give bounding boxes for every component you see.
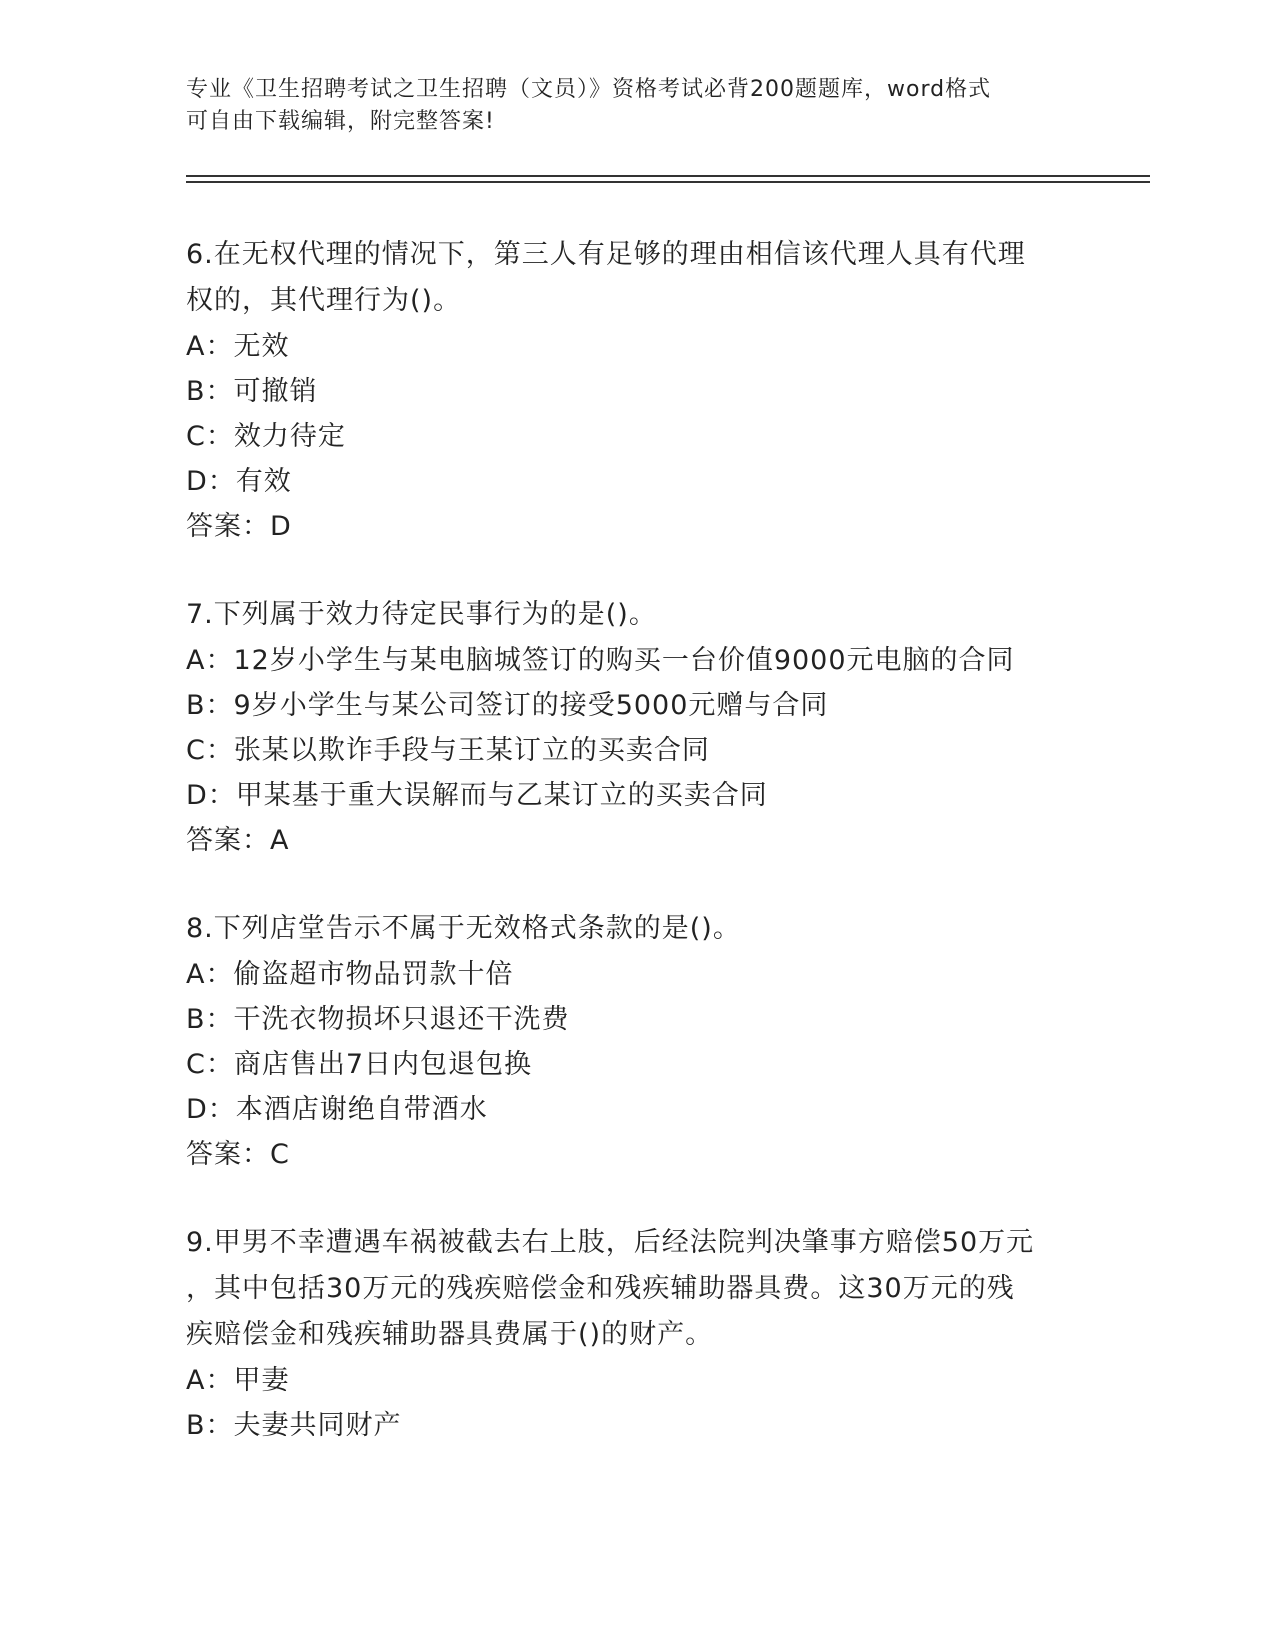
header-rule-top: [186, 175, 1150, 177]
answer: 答案：C: [186, 1139, 290, 1170]
header-line-1: 专业《卫生招聘考试之卫生招聘（文员）》资格考试必背200题题库，word格式: [186, 77, 992, 102]
option-c: C：效力待定: [186, 421, 346, 452]
question-text-line: 7.下列属于效力待定民事行为的是()。: [186, 599, 657, 630]
question-text-line: 6.在无权代理的情况下，第三人有足够的理由相信该代理人具有代理: [186, 239, 1026, 270]
option-b: B：夫妻共同财产: [186, 1410, 402, 1441]
option-c: C：商店售出7日内包退包换: [186, 1049, 533, 1080]
question-6: [186, 232, 1086, 550]
option-a: A：甲妻: [186, 1365, 290, 1396]
document-header: [186, 74, 1066, 138]
question-text-line: 权的，其代理行为()。: [186, 285, 462, 316]
option-b: B：9岁小学生与某公司签订的接受5000元赠与合同: [186, 690, 829, 721]
option-d: D：本酒店谢绝自带酒水: [186, 1094, 488, 1125]
question-7: [186, 592, 1086, 864]
option-d: D：有效: [186, 466, 292, 497]
answer: 答案：A: [186, 825, 290, 856]
question-text-line: 疾赔偿金和残疾辅助器具费属于()的财产。: [186, 1319, 714, 1350]
answer: 答案：D: [186, 511, 292, 542]
header-rule-bottom: [186, 181, 1150, 183]
option-c: C：张某以欺诈手段与王某订立的买卖合同: [186, 735, 710, 766]
question-list: [186, 232, 1086, 1490]
option-a: A：无效: [186, 331, 290, 362]
option-d: D：甲某基于重大误解而与乙某订立的买卖合同: [186, 780, 768, 811]
option-b: B：干洗衣物损坏只退还干洗费: [186, 1004, 570, 1035]
question-text-line: 9.甲男不幸遭遇车祸被截去右上肢，后经法院判决肇事方赔偿50万元: [186, 1227, 1035, 1258]
header-line-2: 可自由下载编辑，附完整答案!: [186, 109, 495, 134]
question-text-line: ，其中包括30万元的残疾赔偿金和残疾辅助器具费。这30万元的残: [186, 1273, 1015, 1304]
question-text-line: 8.下列店堂告示不属于无效格式条款的是()。: [186, 913, 741, 944]
question-8: [186, 906, 1086, 1178]
option-a: A：12岁小学生与某电脑城签订的购买一台价值9000元电脑的合同: [186, 645, 1015, 676]
option-b: B：可撤销: [186, 376, 318, 407]
question-9: [186, 1220, 1086, 1448]
option-a: A：偷盗超市物品罚款十倍: [186, 959, 514, 990]
